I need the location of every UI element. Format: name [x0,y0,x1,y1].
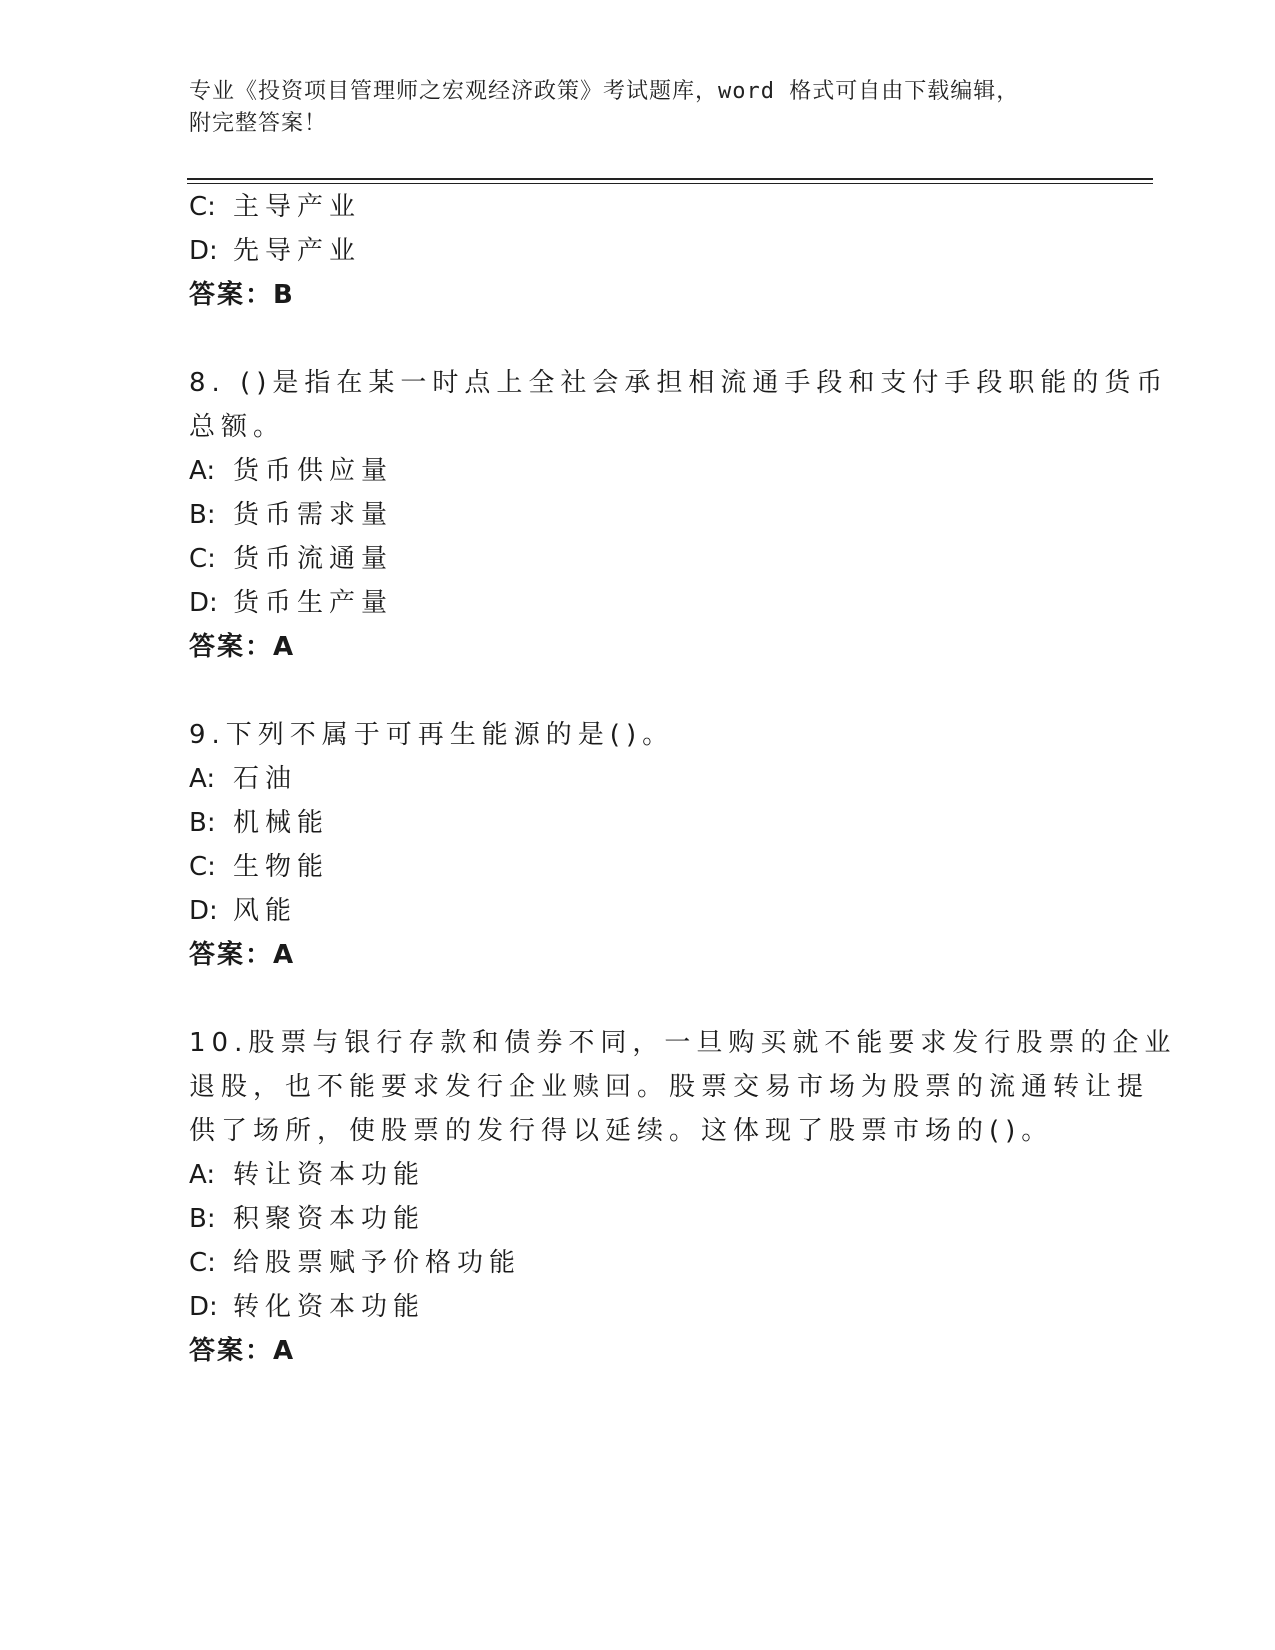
header-rule-thick [187,178,1153,180]
prev-option-c [189,190,361,224]
q8-option-b [189,498,393,532]
option-text: 主导产业 [233,192,362,222]
q10-stem-line-3: 供了场所，使股票的发行得以延续。这体现了股票市场的()。 [189,1116,1054,1146]
prev-answer: 答案：B [189,280,295,310]
option-letter: D: [189,1292,218,1322]
option-letter: B: [189,808,216,838]
header-line-2: 附完整答案！ [189,111,328,136]
q9-answer: 答案：A [189,940,296,970]
q10-option-d [189,1290,425,1324]
q10-answer: 答案：A [189,1336,296,1366]
q9-option-a [189,762,297,796]
option-letter: D: [189,896,218,926]
header-rule-thin [187,183,1153,184]
q10-option-b [189,1202,425,1236]
q10-option-c [189,1246,521,1280]
q9-option-b [189,806,329,840]
prev-option-d [189,234,361,268]
option-text: 机械能 [233,808,330,838]
option-letter: C: [189,192,216,222]
option-text: 风能 [233,896,298,926]
q10-option-a [189,1158,425,1192]
option-letter: D: [189,236,218,266]
option-letter: C: [189,544,216,574]
option-text: 生物能 [233,852,330,882]
header-line-1: 专业《投资项目管理师之宏观经济政策》考试题库，word 格式可自由下载编辑， [189,79,1020,104]
option-text: 石油 [233,764,298,794]
option-text: 先导产业 [233,236,362,266]
option-letter: A: [189,764,216,794]
option-text: 转让资本功能 [233,1160,426,1190]
option-text: 积聚资本功能 [233,1204,426,1234]
q10-stem-line-2: 退股，也不能要求发行企业赎回。股票交易市场为股票的流通转让提 [189,1072,1150,1102]
document-header [189,76,1069,140]
option-letter: B: [189,500,216,530]
q10-stem-line-1: 10.股票与银行存款和债券不同，一旦购买就不能要求发行股票的企业 [189,1028,1177,1058]
option-letter: B: [189,1204,216,1234]
q8-option-d [189,586,393,620]
option-letter: A: [189,456,216,486]
q8-option-a [189,454,393,488]
q8-option-c [189,542,393,576]
option-text: 货币流通量 [233,544,394,574]
option-text: 给股票赋予价格功能 [233,1248,522,1278]
option-text: 转化资本功能 [233,1292,426,1322]
q8-answer: 答案：A [189,632,296,662]
option-text: 货币生产量 [233,588,394,618]
q8-stem-line-1: 8. ()是指在某一时点上全社会承担相流通手段和支付手段职能的货币 [189,368,1169,398]
q9-option-c [189,850,329,884]
option-text: 货币需求量 [233,500,394,530]
option-letter: A: [189,1160,216,1190]
option-letter: C: [189,1248,216,1278]
option-text: 货币供应量 [233,456,394,486]
q9-option-d [189,894,297,928]
q8-stem-line-2: 总额。 [189,412,286,442]
q9-stem-line-1: 9.下列不属于可再生能源的是()。 [189,720,675,750]
option-letter: D: [189,588,218,618]
option-letter: C: [189,852,216,882]
